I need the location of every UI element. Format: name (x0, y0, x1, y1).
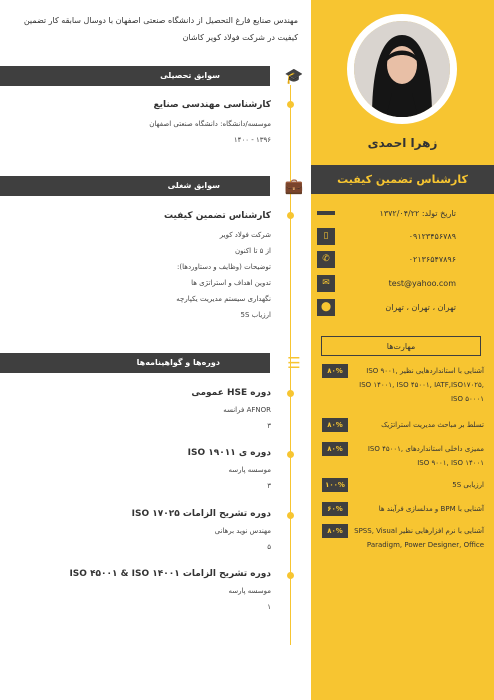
location-icon: ⬤ (317, 299, 335, 316)
skill-level-badge: ۸۰% (322, 418, 348, 432)
education-entry: کارشناسی مهندسی صنایع موسسه/دانشگاه: دانشگاه صنعتی اصفهان ۱۳۹۶ - ۱۴۰۰ (149, 100, 271, 144)
skill-item: ممیزی داخلی استانداردهای ISO ۴۵۰۰۱, ISO ۹۰۰۱, ISO ۱۴۰۰۱ ۸۰% (322, 442, 484, 470)
section-title: دوره‌ها و گواهینامه‌ها (0, 353, 270, 373)
work-entry: کارشناس تضمین کیفیت شرکت فولاد کویر از ۵ تا اکنون توضیحات (وظایف و دستاوردها): تدوین اهداف و استراتژی ها نگهداری سیستم مدیریت یکپارچه ارزیاب 5S (163, 211, 271, 319)
contact-phone: ۰۲۱۳۶۵۴۷۸۹۶ ✆ (311, 250, 494, 268)
line-icon (317, 211, 335, 215)
contact-birthdate: تاریخ تولد: ۱۳۷۲/۰۴/۲۲ (311, 204, 494, 222)
course-entry: دوره ی ISO ۱۹۰۱۱ موسسه پارسه ۳ (187, 448, 271, 490)
timeline-dot (287, 572, 294, 579)
timeline-dot (287, 390, 294, 397)
skill-level-badge: ۱۰۰% (322, 478, 348, 492)
skill-item: آشنایی با استانداردهایی نظیر ISO ۹۰۰۱, ISO ۱۴۰۰۱, ISO ۴۵۰۰۱, IATF,ISO۱۷۰۲۵, ISO ۵۰۰۰۱ ۸۰% (322, 364, 484, 406)
course-entry: دوره HSE عمومی AFNOR فرانسه ۳ (191, 388, 271, 430)
course-entry: دوره تشریح الزامات ISO ۴۵۰۰۱ & ISO ۱۴۰۰۱ موسسه پارسه ۱ (69, 569, 271, 611)
skill-level-badge: ۸۰% (322, 364, 348, 378)
skill-item: آشنایی با نرم افزارهایی نظیر SPSS, Visual Paradigm, Power Designer, Office ۸۰% (322, 524, 484, 552)
graduation-cap-icon: 🎓 (284, 67, 304, 85)
intro-summary: مهندس صنایع فارغ التحصیل از دانشگاه صنعتی اصفهان با دوسال سابقه کار تضمین کیفیت در شرکت فولاد کویر کاشان (23, 16, 298, 42)
profile-photo-frame (347, 14, 457, 124)
contact-email: test@yahoo.com ✉ (311, 274, 494, 292)
list-icon: ☰ (287, 354, 301, 372)
education-section-header (0, 66, 311, 86)
profile-sidebar (311, 0, 494, 700)
avatar-icon (354, 21, 450, 117)
work-section-header (0, 176, 311, 196)
skill-item: تسلط بر مباحث مدیریت استراتژیک ۸۰% (322, 418, 484, 432)
section-title: سوابق تحصیلی (0, 66, 270, 86)
skill-level-badge: ۸۰% (322, 524, 348, 538)
profile-name: زهرا احمدی (367, 136, 438, 150)
mail-icon: ✉ (317, 275, 335, 292)
mobile-icon: ▯ (317, 228, 335, 245)
skill-level-badge: ۶۰% (322, 502, 348, 516)
timeline-dot (287, 101, 294, 108)
job-title: کارشناس تضمین کیفیت (311, 165, 494, 194)
skills-heading: مهارت‌ها (321, 336, 481, 356)
timeline-dot (287, 212, 294, 219)
phone-icon: ✆ (317, 251, 335, 268)
contact-address: تهران ، تهران ، تهران ⬤ (311, 298, 494, 316)
timeline-dot (287, 451, 294, 458)
section-title: سوابق شغلی (0, 176, 270, 196)
timeline-dot (287, 512, 294, 519)
skill-item: آشنایی با BPM و مدلسازی فرآیند ها ۶۰% (322, 502, 484, 516)
skill-item: ارزیابی 5S ۱۰۰% (322, 478, 484, 492)
contact-mobile: ۰۹۱۲۳۴۵۶۷۸۹ ▯ (311, 227, 494, 245)
courses-section-header (0, 353, 311, 373)
briefcase-icon: 💼 (284, 177, 304, 195)
skill-level-badge: ۸۰% (322, 442, 348, 456)
course-entry: دوره تشریح الزامات ISO ۱۷۰۲۵ مهندس نوید برهانی ۵ (131, 509, 271, 551)
profile-photo (354, 21, 450, 117)
